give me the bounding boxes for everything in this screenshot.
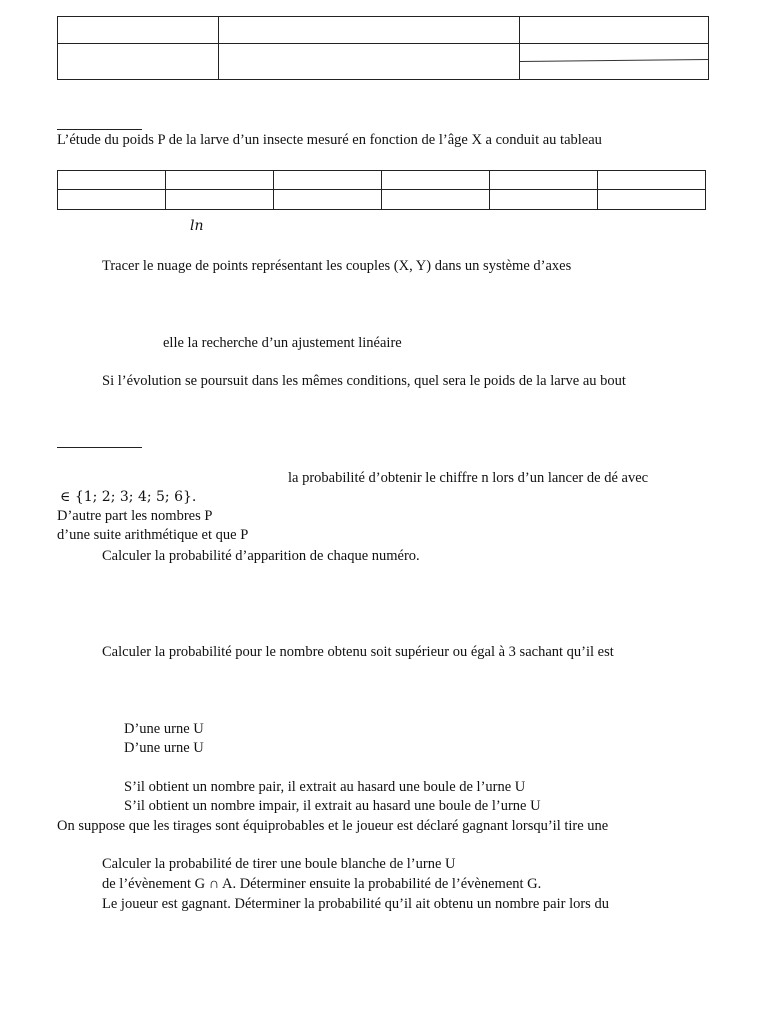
handwritten-stroke	[520, 59, 708, 62]
data-table	[57, 170, 706, 210]
data-table-cell	[490, 171, 598, 190]
ln-label: ln	[190, 218, 204, 234]
top-table-cell	[58, 44, 219, 80]
data-table-cell	[58, 190, 166, 210]
question-winner: Le joueur est gagnant. Déterminer la probabilité qu’il ait obtenu un nombre pair lors du	[102, 896, 609, 912]
question-evolution: Si l’évolution se poursuit dans les mêmes conditions, quel sera le poids de la larve au bout	[102, 373, 626, 389]
question-linear-fit: elle la recherche d’un ajustement linéaire	[163, 335, 402, 351]
data-table-cell	[274, 190, 382, 210]
data-table-cell	[598, 190, 706, 210]
top-table-cell	[520, 44, 709, 80]
urn-1-description: D’une urne U	[124, 721, 204, 737]
top-table-cell	[58, 17, 219, 44]
section1-heading-underline	[57, 129, 142, 130]
dice-set: ∈ {1; 2; 3; 4; 5; 6}.	[60, 489, 197, 505]
data-table-cell	[382, 190, 490, 210]
assumption-statement: On suppose que les tirages sont équiprobables et le joueur est déclaré gagnant lorsqu’il tire une	[57, 818, 609, 834]
rule-even: S’il obtient un nombre pair, il extrait au hasard une boule de l’urne U	[124, 779, 526, 795]
dice-probability-definition: la probabilité d’obtenir le chiffre n lors d’un lancer de dé avec	[288, 470, 649, 486]
question-scatter: Tracer le nuage de points représentant les couples (X, Y) dans un système d’axes	[102, 258, 572, 274]
data-table-cell	[274, 171, 382, 190]
section2-heading-underline	[57, 447, 142, 448]
data-table-cell	[490, 190, 598, 210]
arithmetic-statement-2: d’une suite arithmétique et que P	[57, 527, 249, 543]
question-conditional: Calculer la probabilité pour le nombre obtenu soit supérieur ou égal à 3 sachant qu’il est	[102, 644, 614, 660]
data-table-cell	[166, 190, 274, 210]
data-table-cell	[598, 171, 706, 190]
data-table-cell	[382, 171, 490, 190]
section1-intro: L’étude du poids P de la larve d’un insecte mesuré en fonction de l’âge X a conduit au tableau	[57, 132, 602, 148]
arithmetic-statement-1: D’autre part les nombres P	[57, 508, 213, 524]
top-table	[57, 16, 709, 80]
rule-odd: S’il obtient un nombre impair, il extrait au hasard une boule de l’urne U	[124, 798, 541, 814]
question-white-ball: Calculer la probabilité de tirer une boule blanche de l’urne U	[102, 856, 456, 872]
data-table-cell	[166, 171, 274, 190]
top-table-cell	[219, 17, 520, 44]
question-event-g: de l’évènement G ∩ A. Déterminer ensuite la probabilité de l’évènement G.	[102, 876, 542, 892]
question-each-number: Calculer la probabilité d’apparition de chaque numéro.	[102, 548, 420, 564]
top-table-cell	[219, 44, 520, 80]
top-table-cell	[520, 17, 709, 44]
data-table-cell	[58, 171, 166, 190]
urn-2-description: D’une urne U	[124, 740, 204, 756]
